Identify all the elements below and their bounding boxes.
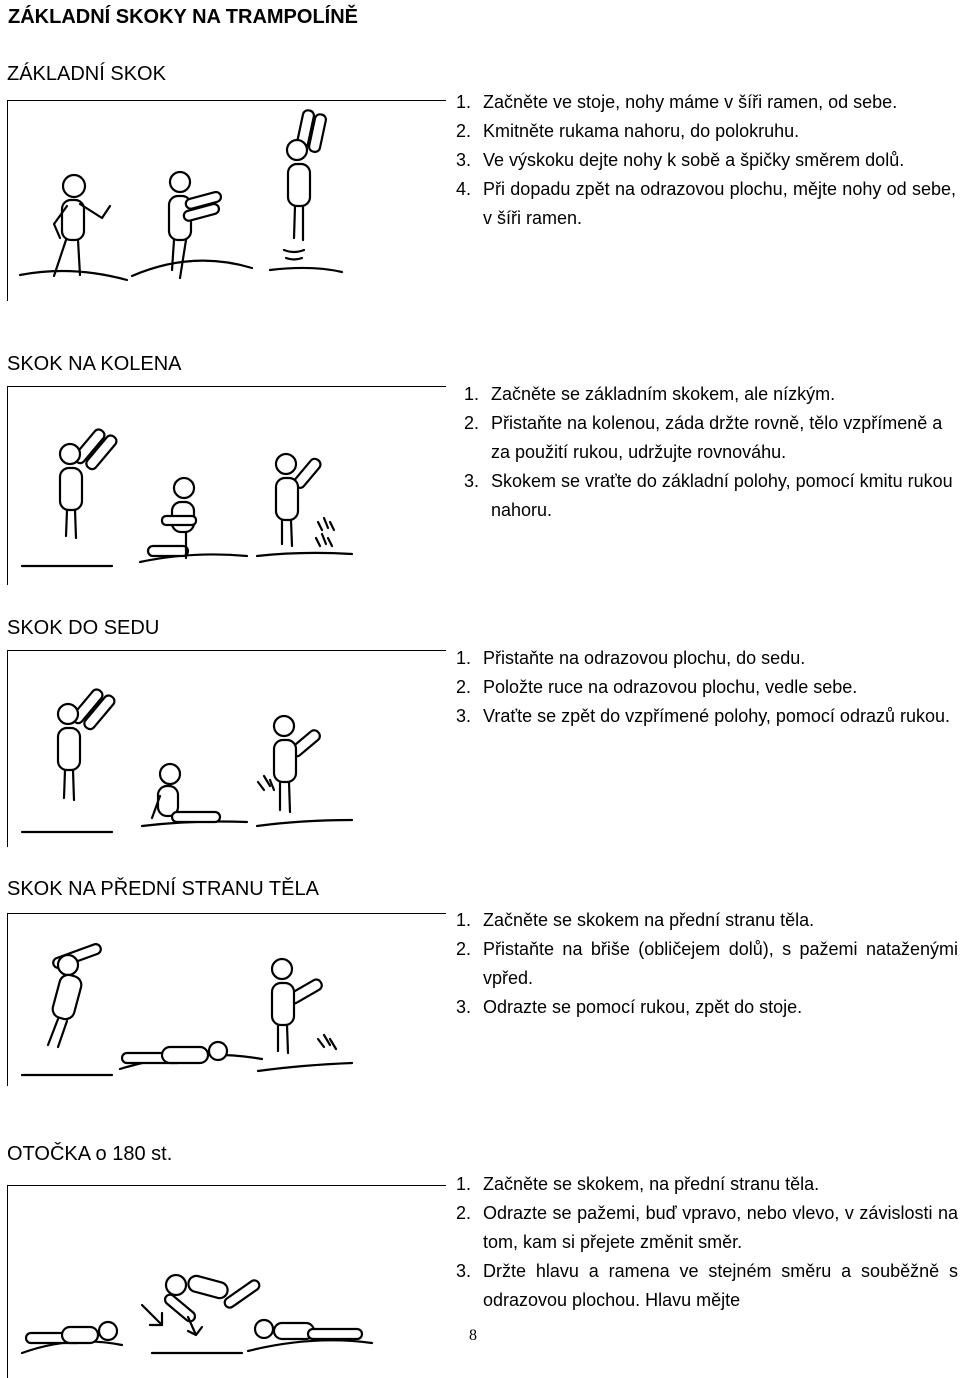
step-text: Vraťte se zpět do vzpřímené polohy, pomocí odrazů rukou.: [483, 706, 950, 726]
step-text: Odrazte se pažemi, buď vpravo, nebo vlevo, v závislosti na tom, kam si přejete změnit směr.: [483, 1203, 958, 1252]
page-number: 8: [469, 1327, 477, 1344]
steps-knee-jump: [464, 380, 958, 525]
figure-standing-icon: [20, 175, 127, 280]
figure-jump-arms-up-icon: [22, 427, 118, 566]
seat-drop-illustration: [12, 650, 452, 850]
page-title: ZÁKLADNÍ SKOKY NA TRAMPOLÍNĚ: [8, 6, 358, 28]
step-number: 3.: [456, 1261, 472, 1281]
step-number: 4.: [456, 179, 472, 199]
section-title-basic-jump: ZÁKLADNÍ SKOK: [7, 63, 166, 85]
step-number: 1.: [456, 92, 472, 112]
step-number: 3.: [456, 706, 472, 726]
step-number: 1.: [456, 1174, 472, 1194]
step-item: [456, 88, 956, 117]
step-number: 2.: [464, 413, 480, 433]
figure-rebound-icon: [257, 716, 352, 826]
step-text: Ve výskoku dejte nohy k sobě a špičky směrem dolů.: [483, 150, 905, 170]
step-item: [456, 117, 956, 146]
steps-basic-jump: [456, 88, 956, 233]
step-text: Začněte se skokem na přední stranu těla.: [483, 910, 815, 930]
step-text: Kmitněte rukama nahoru, do polokruhu.: [483, 121, 800, 141]
step-number: 3.: [456, 997, 472, 1017]
figure-rebound-icon: [257, 454, 352, 556]
section-title-seat-drop: SKOK DO SEDU: [7, 617, 160, 639]
step-item: [456, 1257, 958, 1315]
basic-jump-illustration: [12, 100, 452, 300]
step-item: [464, 409, 958, 467]
step-text: Držte hlavu a ramena ve stejném směru a souběžně s odrazovou plochou. Hlavu mějte: [483, 1261, 958, 1310]
figure-lying-turn-end-icon: [248, 1320, 372, 1351]
step-item: [456, 1199, 958, 1257]
step-text: Začněte se základním skokem, ale nízkým.: [491, 384, 836, 404]
figure-kneeling-icon: [140, 478, 247, 562]
step-number: 2.: [456, 1203, 472, 1223]
figure-lying-front-icon: [120, 1042, 262, 1069]
figure-jump-arms-up-icon: [270, 109, 342, 272]
steps-half-turn: [456, 1170, 958, 1315]
step-item: [464, 467, 958, 525]
step-text: Začněte ve stoje, nohy máme v šíři ramen, od sebe.: [483, 92, 898, 112]
knee-jump-illustration: [12, 386, 452, 586]
step-item: [456, 1170, 958, 1199]
figure-jump-arms-up-icon: [22, 687, 116, 832]
step-text: Začněte se skokem, na přední stranu těla.: [483, 1174, 820, 1194]
section-title-front-drop: SKOK NA PŘEDNÍ STRANU TĚLA: [7, 878, 319, 900]
step-item: [456, 993, 958, 1022]
steps-front-drop: [456, 906, 958, 1022]
steps-seat-drop: [456, 644, 956, 731]
half-turn-illustration: [12, 1185, 452, 1377]
section-title-knee-jump: SKOK NA KOLENA: [7, 353, 182, 375]
step-text: Položte ruce na odrazovou plochu, vedle sebe.: [483, 677, 858, 697]
step-number: 1.: [456, 910, 472, 930]
step-number: 1.: [464, 384, 480, 404]
step-item: [456, 644, 956, 673]
step-text: Odrazte se pomocí rukou, zpět do stoje.: [483, 997, 803, 1017]
step-item: [456, 146, 956, 175]
figure-rebound-icon: [258, 959, 352, 1071]
step-number: 3.: [464, 471, 480, 491]
step-item: [456, 702, 956, 731]
step-text: Přistaňte na odrazovou plochu, do sedu.: [483, 648, 806, 668]
figure-seated-icon: [142, 764, 247, 826]
step-item: [456, 175, 956, 233]
step-number: 2.: [456, 939, 472, 959]
figure-turning-icon: [142, 1274, 261, 1353]
step-number: 3.: [456, 150, 472, 170]
front-drop-illustration: [12, 913, 452, 1089]
step-text: Přistaňte na kolenou, záda držte rovně, tělo vzpřímeně a za použití rukou, udržujte rovnováhu.: [491, 413, 943, 462]
figure-lean-forward-icon: [22, 943, 112, 1075]
figure-lying-turn-start-icon: [22, 1322, 122, 1353]
step-item: [456, 906, 958, 935]
step-item: [456, 935, 958, 993]
step-text: Přistaňte na břiše (obličejem dolů), s pažemi nataženými vpřed.: [483, 939, 958, 988]
step-item: [464, 380, 958, 409]
section-title-half-turn: OTOČKA o 180 st.: [7, 1143, 173, 1165]
step-item: [456, 673, 956, 702]
step-number: 1.: [456, 648, 472, 668]
figure-arms-swing-icon: [132, 172, 252, 278]
step-text: Při dopadu zpět na odrazovou plochu, mějte nohy od sebe, v šíři ramen.: [483, 179, 956, 228]
step-number: 2.: [456, 121, 472, 141]
step-text: Skokem se vraťte do základní polohy, pomocí kmitu rukou nahoru.: [491, 471, 953, 520]
step-number: 2.: [456, 677, 472, 697]
